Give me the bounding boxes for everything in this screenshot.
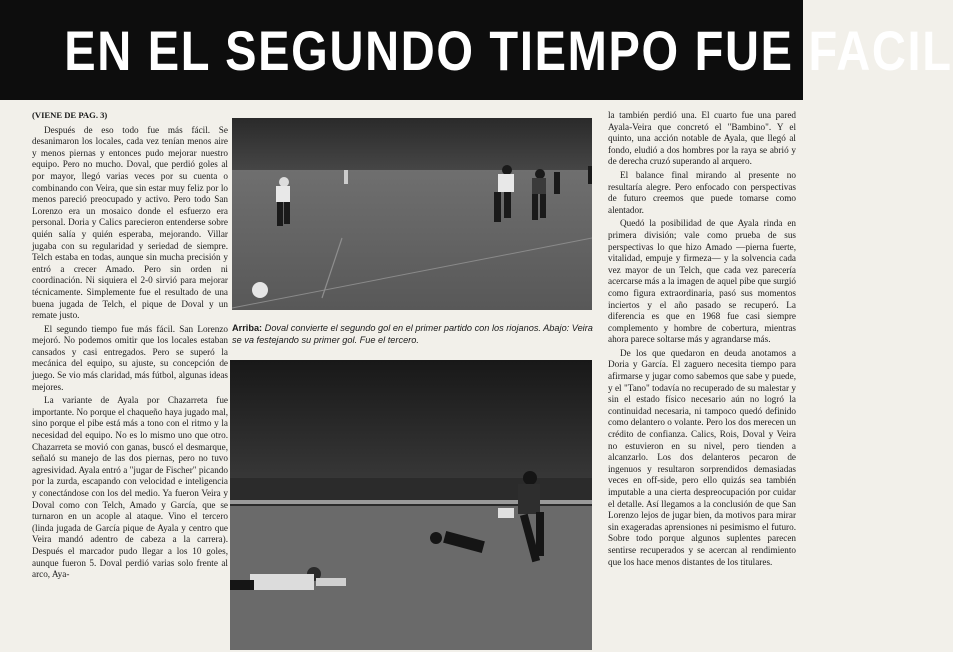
headline: EN EL SEGUNDO TIEMPO FUE FACIL <box>64 19 953 82</box>
photo-celebration-scene-drawing <box>230 360 592 650</box>
article-paragraph: De los que quedaron en deuda anotamos a Doria y García. El zaguero necesita tiempo para afirmarse y jugar como sabemos que sabe y puede, y el "Tano" todavía no recuperado de su malestar y sin el estado físico necesario aún no logró la continuidad necesaria, ni tampoco quedó definido como delantero o volante. Pero los dos merecen un crédito de confianza. Calics, Rois, Doval y Veira no estuvieron en su nivel, pero tienden a alcanzarlo. Los dos delanteros pecaron de ingenuos y resultaron sorprendidos demasiadas veces en off-side, pero ello quizás sea también imputable a una cierta despreocupación por cuidar el detalle. Así llegamos a la conclusión de que San Lorenzo lejos de jugar bien, da motivos para mirar sin exageradas aprensiones ni pesimismo el futuro. Sobre todo porque algunos suplentes parecen sentirse recuperados y se acercan al rendimiento que los hace menos distantes de los titulares. <box>608 347 796 567</box>
caption-text: Doval convierte el segundo gol en el primer partido con los riojanos. Abajo: Veira se va festejando su primer gol. Fue el tercero. <box>232 323 593 345</box>
photo-goal-scene <box>232 118 592 310</box>
photo-celebration-scene <box>230 360 592 650</box>
photo-caption <box>232 322 594 346</box>
article-paragraph: El balance final mirando al presente no resultaría alegre. Pero enfocado con perspectivas de futuro creemos que puede tomarse como alentador. <box>608 169 796 215</box>
article-paragraph: La variante de Ayala por Chazarreta fue importante. No porque el chaqueño haya jugado mal, sino porque el pibe está más a tono con el ritmo y la necesidad del equipo. No es lo mismo uno que otro. Chazarreta se movió con ganas, buscó el desmarque, señaló su manejo de las dos piernas, pero no tuvo agresividad. Ayala entró a "jugar de Fischer" picando por la zurda, escapando con velocidad e inteligencia y conectándose con los del medio. Ya fueron Veira y Doval como con Telch, Amado y García, que se turnaron en un acople al ataque. Vino el tercero (linda jugada de García pique de Ayala y centro que Veira mandó adentro de cabeza a la carrera). Después el marcador pudo llegar a los 10 goles, aunque fueron 5. Doval perdió varias solo frente al arco, Aya- <box>32 395 228 580</box>
continuation-note: (VIENE DE PAG. 3) <box>32 110 108 120</box>
article-paragraph: Quedó la posibilidad de que Ayala rinda en primera división; vale como prueba de sus perspectivas lo que hizo Amado —pierna fuerte, vitalidad, empuje y firmeza— y la solvencia cada vez mayor de un Telch, que cada vez parecería acercarse más a la imagen de aquel pibe que surgió como figura extraordinaria, pasó sus momentos inciertos y el año pasado se recuperó. La diferencia es que en 1968 fue casi siempre complemento y hombre de cobertura, mientras ahora parece soltarse más y agrandarse más. <box>608 218 796 345</box>
left-text-column <box>32 110 228 650</box>
headline-banner <box>0 0 953 100</box>
right-text-column <box>608 110 796 650</box>
article-paragraph: Después de eso todo fue más fácil. Se desanimaron los locales, cada vez tenían menos aire y menos piernas y entonces pudo mejorar nuestro equipo. Pero no mucho. Doval, que perdió goles al por mayor, llegó varias veces por su cuenta o combinando con Veira, que sin estar muy feliz por lo menos pareció preocupado y activo. Pero todo San Lorenzo era un mosaico donde el esfuerzo era personal. Doria y Calics parecieron entenderse sobre quién salía y quién esperaba, mejorando. Villar jugaba con su regularidad y seriedad de siempre. Telch estaba en todas, aunque sin mucha precisión y entró a crecer Amado. Pero sin orden ni coordinación. Ni siquiera el 2-0 sirvió para mejorar técnicamente. Simplemente fue el resultado de una buena jugada de Telch, el pique de Doval y un remate justo. <box>32 124 228 321</box>
caption-lead: Arriba: <box>232 323 263 333</box>
photo-goal-scene-drawing <box>232 118 592 310</box>
article-paragraph: El segundo tiempo fue más fácil. San Lorenzo mejoró. No podemos omitir que los locales estaban cansados y casi entregados. Pero se superó la mecánica del equipo, su ajuste, su concepción de juego. Se vio más claridad, más fútbol, algunas ideas mejores. <box>32 323 228 392</box>
article-paragraph: la también perdió una. El cuarto fue una pared Ayala-Veira que concretó el "Bambino". Y el quinto, una acción notable de Ayala, que llegó al fondo, eludió a dos hombres por la raya se abrió y de derecha cruzó superando al arquero. <box>608 110 796 167</box>
